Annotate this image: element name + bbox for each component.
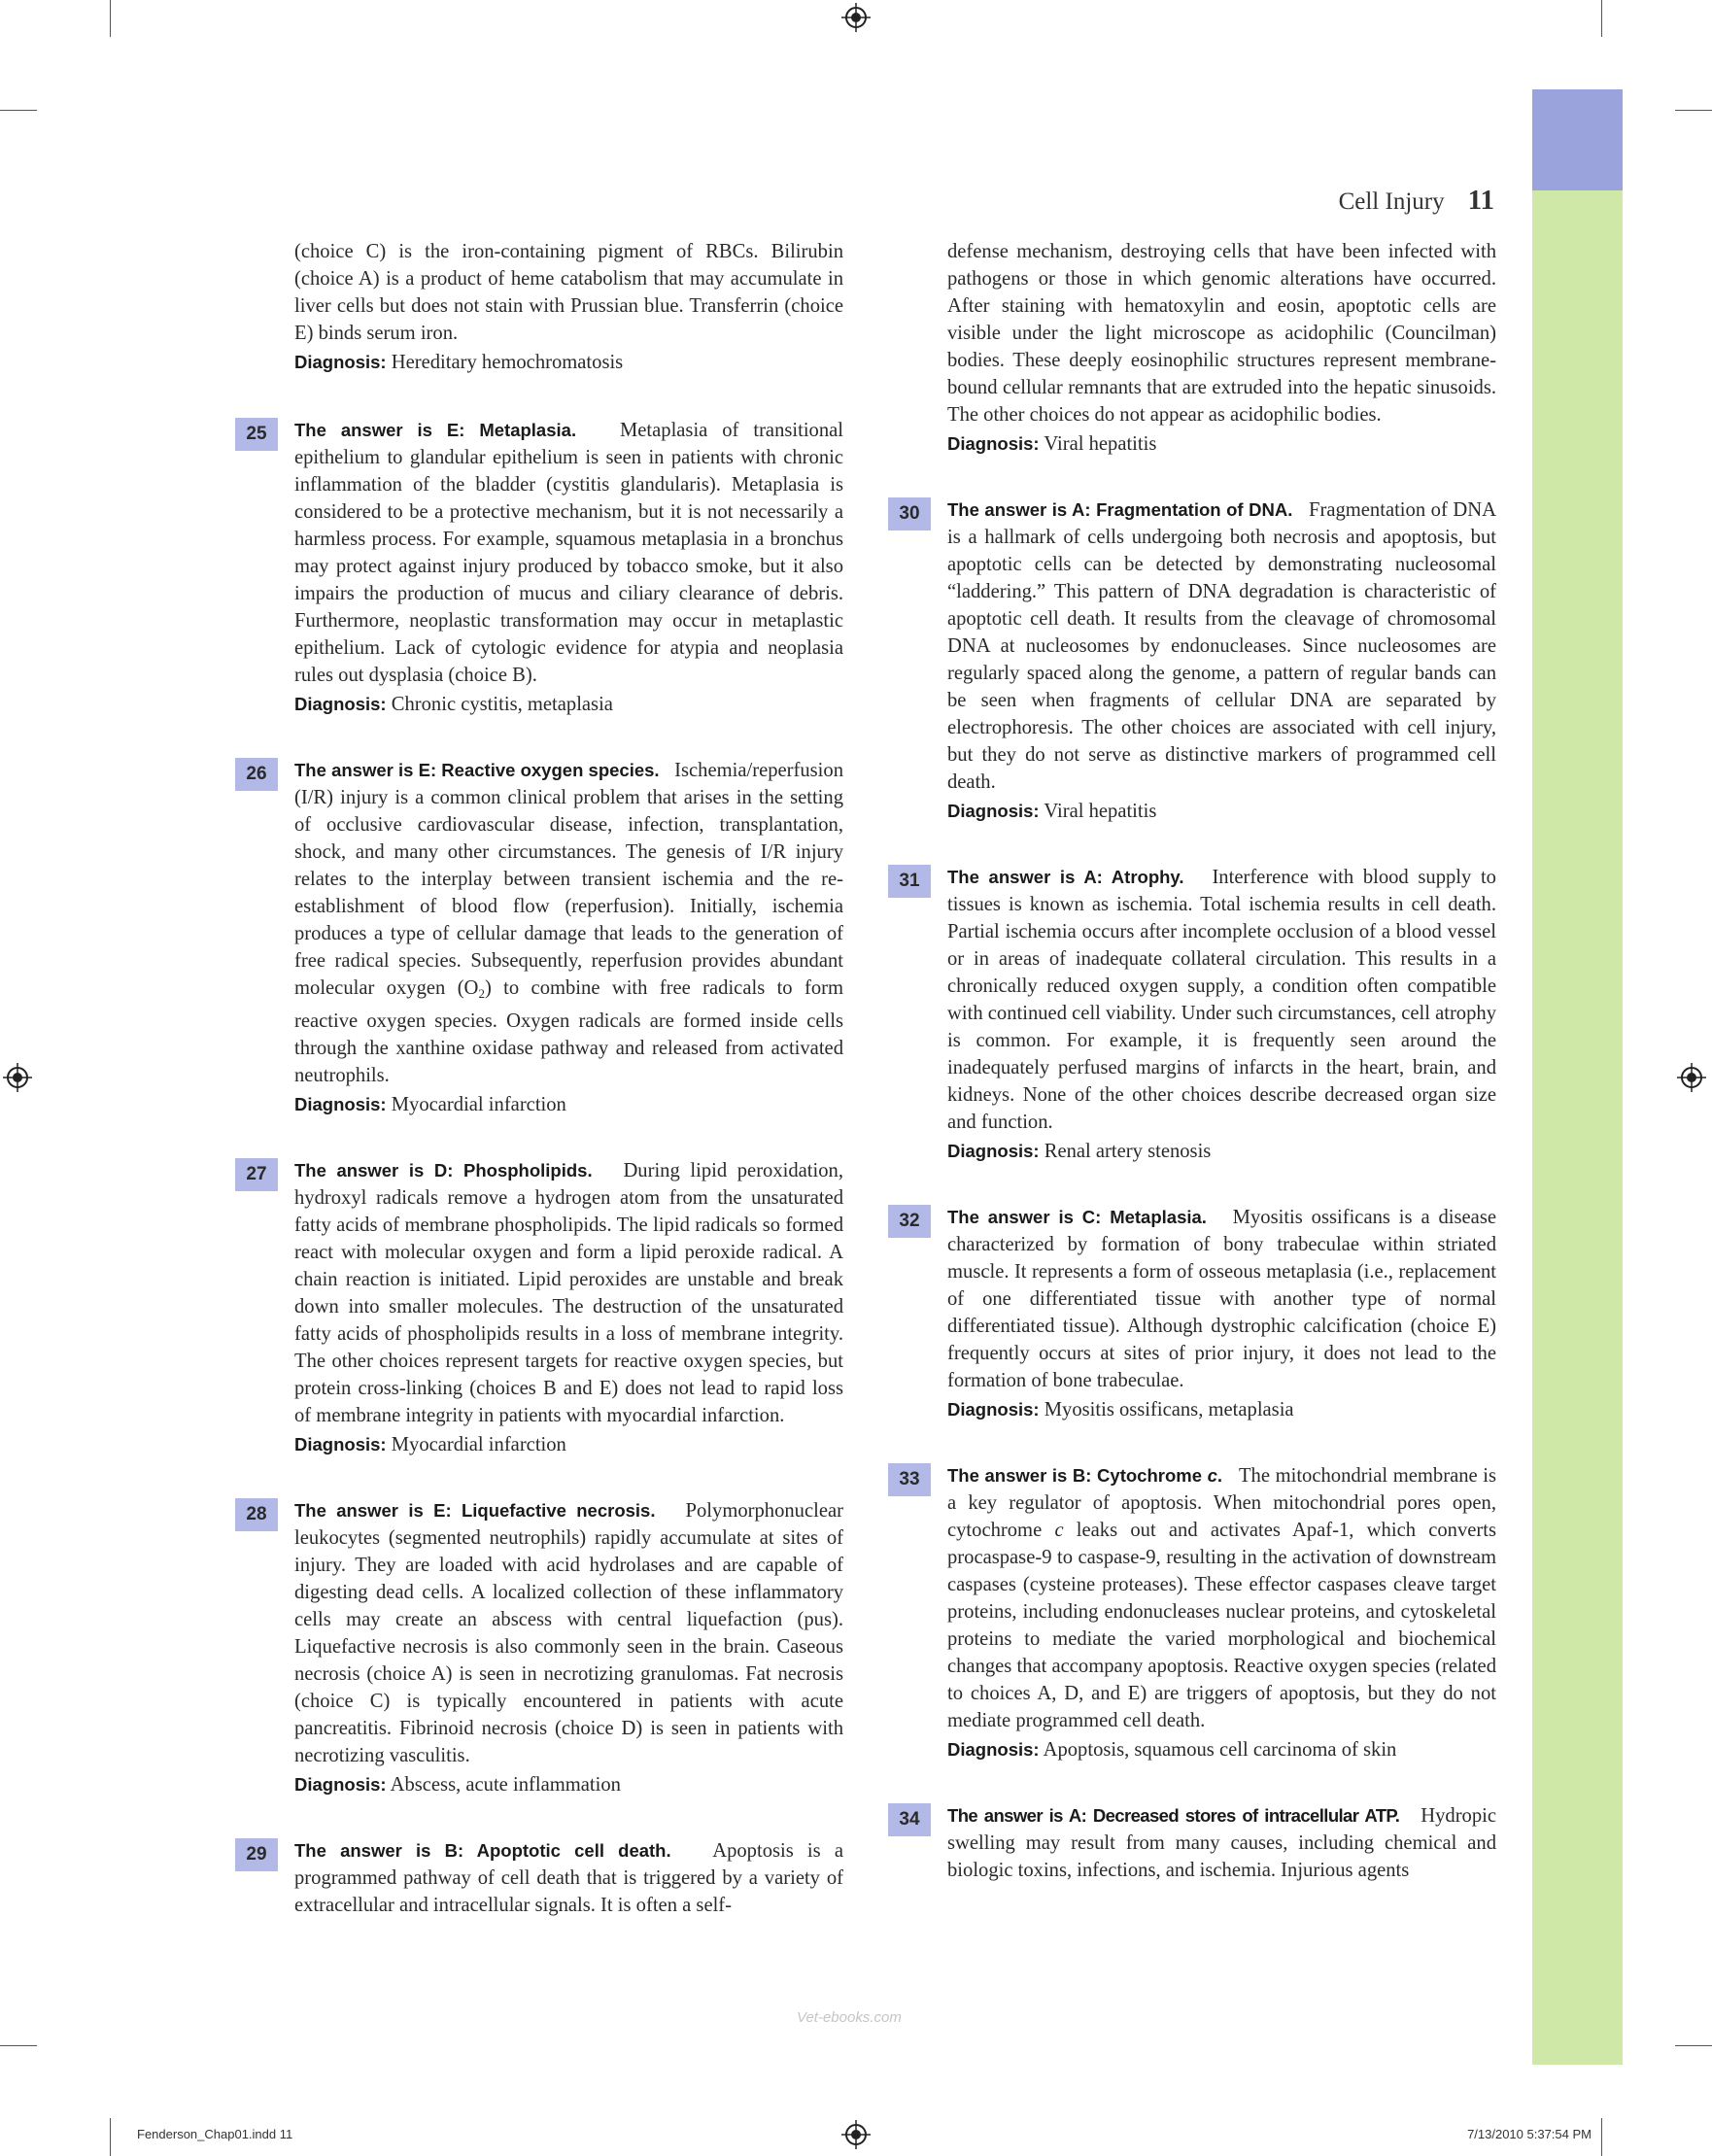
diagnosis-label: Diagnosis: [294, 1434, 387, 1454]
subscript: 2 [478, 986, 485, 1001]
crop-mark [1601, 2118, 1602, 2156]
diagnosis-line [294, 691, 843, 718]
diagnosis-text: Viral hepatitis [1044, 801, 1157, 822]
diagnosis-text: Hereditary hemochromatosis [391, 352, 624, 373]
diagnosis-text: Myocardial infarction [391, 1434, 566, 1455]
chapter-side-band [1532, 190, 1623, 2065]
answer-entry-25 [246, 417, 844, 718]
question-number-badge: 31 [888, 865, 931, 898]
answer-heading: The answer is E: Metaplasia. [294, 420, 577, 440]
explanation-text: The mitochondrial membrane is a key regulator of apoptosis. When mitochondrial pores open, cytochrome [947, 1465, 1497, 1541]
diagnosis-label: Diagnosis: [947, 801, 1040, 821]
crop-mark [0, 110, 37, 111]
question-number-badge: 32 [888, 1205, 931, 1238]
answer-heading: The answer is A: Decreased stores of intracellular ATP. [947, 1805, 1400, 1826]
diagnosis-label: Diagnosis: [947, 1739, 1040, 1760]
diagnosis-line [294, 349, 843, 376]
diagnosis-label: Diagnosis: [947, 1141, 1040, 1161]
right-column [899, 238, 1497, 1884]
registration-mark-icon [841, 2120, 871, 2149]
continuation-block [294, 238, 843, 376]
explanation-text: Metaplasia of transitional epithelium to glandular epithelium is seen in patients with chronic inflammation of the bladder (cystitis glandularis). Metaplasia is considered to be a protective mechanism, but it is not necessarily a harmless process. For example, squamous metaplasia in a bronchus may protect against injury produced by tobacco smoke, but it also impairs the production of mucus and ciliary clearance of debris. Furthermore, neoplastic transformation may occur in metaplastic epithelium. Lack of cytologic evidence for atypia and neoplasia rules out dysplasia (choice B). [294, 420, 844, 686]
diagnosis-text: Viral hepatitis [1044, 433, 1157, 455]
diagnosis-line [947, 1396, 1496, 1423]
explanation-text: Interference with blood supply to tissues is known as ischemia. Total ischemia results in cell death. Partial ischemia occurs after incomplete occlusion of a blood vessel or in areas of inadequate collateral circulation. This results in a chronically reduced oxygen supply, a condition often compatible with continued cell viability. Under such circumstances, cell atrophy is common. For example, it is frequently seen around the inadequately perfused margins of infarcts in the heart, brain, and kidneys. None of the other choices describe decreased organ size and function. [947, 867, 1496, 1133]
diagnosis-text: Renal artery stenosis [1044, 1141, 1212, 1162]
page-number: 11 [1467, 185, 1494, 216]
header-title: Cell Injury [1338, 188, 1445, 215]
answer-heading-italic: c [1207, 1465, 1217, 1486]
crop-mark [1675, 2045, 1712, 2046]
left-column [246, 238, 844, 1919]
question-number-badge: 28 [235, 1498, 278, 1531]
explanation-text: Myositis ossificans is a disease characterized by formation of bony trabeculae within striated muscle. It represents a form of osseous metaplasia (i.e., replacement of one differentiated tissue with another type of normal differentiated tissue). Although dystrophic calcification (choice E) frequently occurs at sites of prior injury, it does not lead to the formation of bone trabeculae. [947, 1207, 1496, 1391]
answer-entry-31 [899, 864, 1496, 1165]
answer-heading: The answer is E: Reactive oxygen species. [294, 760, 660, 780]
question-number-badge: 34 [888, 1803, 931, 1836]
answer-entry-32 [899, 1204, 1496, 1423]
question-number-badge: 30 [888, 497, 931, 530]
crop-mark [0, 2045, 37, 2046]
diagnosis-text: Chronic cystitis, metaplasia [391, 694, 613, 715]
continuation-text: (choice C) is the iron-containing pigment of RBCs. Bilirubin (choice A) is a product of heme catabolism that may accumulate in liver cells but does not stain with Prussian blue. Transferrin (choice E) binds serum iron. [294, 241, 843, 344]
answer-entry-33 [899, 1462, 1497, 1763]
watermark: Vet-ebooks.com [797, 2009, 902, 2026]
crop-mark [1675, 110, 1712, 111]
question-number-badge: 26 [235, 758, 278, 791]
continuation-text: defense mechanism, destroying cells that have been infected with pathogens or those in which genomic alterations have occurred. After staining with hematoxylin and eosin, apoptotic cells are visible under the light microscope as acidophilic (Councilman) bodies. These deeply eosinophilic structures represent membrane-bound cellular remnants that are extruded into the hepatic sinusoids. The other choices do not appear as acidophilic bodies. [947, 241, 1496, 426]
explanation-text: During lipid peroxidation, hydroxyl radicals remove a hydrogen atom from the unsaturated fatty acids of membrane phospholipids. The lipid radicals so formed react with molecular oxygen and form a lipid peroxide radical. A chain reaction is initiated. Lipid peroxides are unstable and break down into smaller molecules. The destruction of the unsaturated fatty acids of phospholipids results in a loss of membrane integrity. The other choices represent targets for reactive oxygen species, but protein cross-linking (choices B and E) does not lead to rapid loss of membrane integrity in patients with myocardial infarction. [294, 1160, 843, 1426]
diagnosis-text: Apoptosis, squamous cell carcinoma of skin [1043, 1739, 1397, 1761]
answer-heading: The answer is E: Liquefactive necrosis. [294, 1500, 656, 1521]
footer-file-name: Fenderson_Chap01.indd 11 [137, 2127, 293, 2141]
continuation-block [947, 238, 1496, 458]
diagnosis-text: Abscess, acute inflammation [390, 1774, 621, 1796]
diagnosis-label: Diagnosis: [294, 1774, 387, 1795]
explanation-text: Hydropic swelling may result from many causes, including chemical and biologic toxins, infections, and ischemia. Injurious agents [947, 1805, 1497, 1881]
diagnosis-line [947, 798, 1496, 825]
answer-entry-27 [246, 1157, 843, 1458]
diagnosis-line [947, 430, 1496, 458]
answer-heading [947, 1465, 1222, 1486]
registration-mark-icon [3, 1063, 32, 1092]
crop-mark [110, 2118, 111, 2156]
answer-entry-29 [246, 1837, 843, 1919]
answer-heading: The answer is C: Metaplasia. [947, 1207, 1207, 1227]
diagnosis-label: Diagnosis: [947, 433, 1040, 454]
diagnosis-line [294, 1431, 843, 1458]
diagnosis-line [294, 1771, 843, 1798]
diagnosis-line [947, 1138, 1496, 1165]
registration-mark-icon [841, 3, 871, 32]
answer-heading-text: The answer is B: Cytochrome [947, 1465, 1208, 1486]
question-number-badge: 27 [235, 1158, 278, 1191]
answer-heading: The answer is B: Apoptotic cell death. [294, 1840, 671, 1861]
chapter-tab [1532, 89, 1623, 190]
registration-mark-icon [1677, 1063, 1706, 1092]
answer-entry-26 [246, 757, 843, 1118]
diagnosis-text: Myositis ossificans, metaplasia [1044, 1399, 1294, 1420]
diagnosis-text: Myocardial infarction [391, 1094, 566, 1115]
answer-heading: The answer is A: Fragmentation of DNA. [947, 499, 1293, 520]
explanation-text: Ischemia/reperfusion (I/R) injury is a common clinical problem that arises in the setting of occlusive cardiovascular disease, infection, transplantation, shock, and many other circumstances. The genesis of I/R injury relates to the interplay between transient ischemia and the re-establishment of blood flow (reperfusion). Initially, ischemia produces a type of cellular damage that leads to the generation of free radical species. Subsequently, reperfusion provides abundant molecular oxygen (O [294, 760, 843, 999]
explanation-text: Fragmentation of DNA is a hallmark of cells undergoing both necrosis and apoptosis, but apoptotic cells can be detected by demonstrating nucleosomal “laddering.” This pattern of DNA degradation is characteristic of apoptotic cell death. It results from the cleavage of chromosomal DNA at nucleosomes by endonucleases. Since nucleosomes are regularly spaced along the genome, a pattern of regular bands can be seen when fragments of cellular DNA are separated by electrophoresis. The other choices are associated with cell injury, but they do not serve as distinctive markers of programmed cell death. [947, 499, 1496, 793]
diagnosis-label: Diagnosis: [294, 352, 387, 372]
crop-mark [110, 0, 111, 37]
question-number-badge: 29 [235, 1838, 278, 1871]
explanation-text: Polymorphonuclear leukocytes (segmented neutrophils) rapidly accumulate at sites of injury. They are loaded with acid hydrolases and are capable of digesting dead cells. A localized collection of these inflammatory cells may create an abscess with central liquefaction (pus). Liquefactive necrosis is also commonly seen in the brain. Caseous necrosis (choice A) is seen in necrotizing granulomas. Fat necrosis (choice C) is typically encountered in patients with acute pancreatitis. Fibrinoid necrosis (choice D) is seen in patients with necrotizing vasculitis. [294, 1500, 843, 1766]
question-number-badge: 25 [235, 418, 278, 451]
explanation-text: Apoptosis is a programmed pathway of cell death that is triggered by a variety of extracellular and intracellular signals. It is often a self- [294, 1840, 843, 1916]
diagnosis-line [294, 1091, 843, 1118]
answer-heading-end: . [1216, 1465, 1223, 1486]
diagnosis-line [947, 1736, 1496, 1763]
diagnosis-label: Diagnosis: [294, 1094, 387, 1114]
diagnosis-label: Diagnosis: [294, 694, 387, 714]
answer-entry-34 [899, 1802, 1497, 1884]
answer-heading: The answer is A: Atrophy. [947, 867, 1184, 887]
answer-heading: The answer is D: Phospholipids. [294, 1160, 593, 1181]
crop-mark [1601, 0, 1602, 37]
explanation-text-cont: leaks out and activates Apaf-1, which converts procaspase-9 to caspase-9, resulting in the activation of downstream caspases (cysteine proteases). These effector caspases cleave target proteins, including endonucleases nuclear proteins, and cytoskeletal proteins to mediate the varied morphological and biochemical changes that accompany apoptosis. Reactive oxygen species (related to choices A, D, and E) are triggers of apoptosis, but they do not mediate programmed cell death. [947, 1520, 1496, 1731]
running-header [1339, 185, 1494, 217]
answer-entry-30 [899, 496, 1496, 825]
answer-entry-28 [246, 1497, 843, 1798]
diagnosis-label: Diagnosis: [947, 1399, 1040, 1420]
footer-timestamp: 7/13/2010 5:37:54 PM [1467, 2127, 1592, 2141]
explanation-text-cont: ) to combine with free radicals to form reactive oxygen species. Oxygen radicals are formed inside cells through the xanthine oxidase pathway and released from activated neutrophils. [294, 977, 843, 1086]
explanation-italic: c [1054, 1520, 1064, 1541]
question-number-badge: 33 [888, 1463, 931, 1496]
